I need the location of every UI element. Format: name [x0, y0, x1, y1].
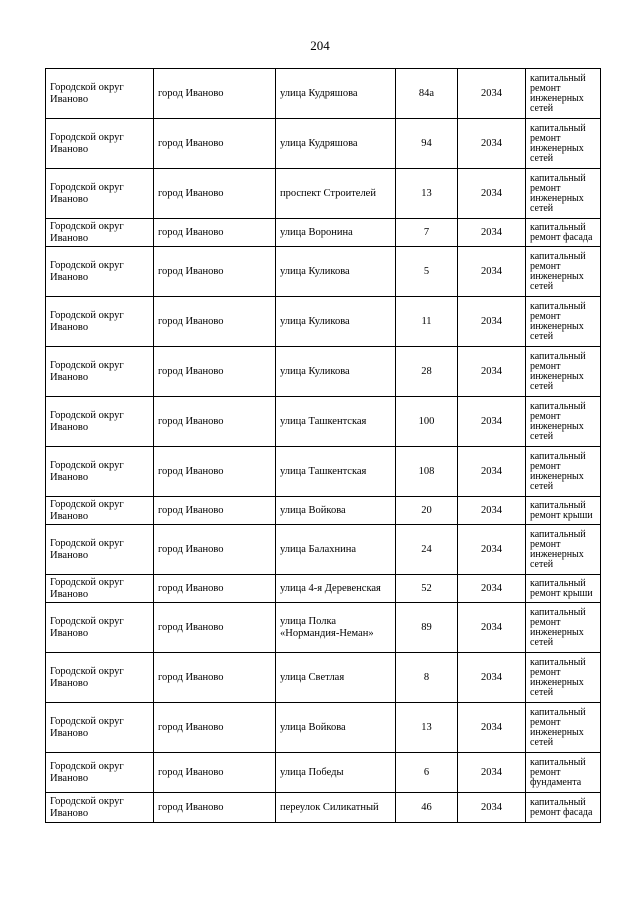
house-number-cell: 108 [396, 447, 458, 497]
planned-year-cell: 2034 [458, 169, 526, 219]
city-cell: город Иваново [154, 575, 276, 603]
district-cell: Городской округ Иваново [46, 703, 154, 753]
house-number-cell: 52 [396, 575, 458, 603]
work-type-cell: капитальный ремонт крыши [526, 575, 601, 603]
district-cell: Городской округ Иваново [46, 397, 154, 447]
work-type-cell: капитальный ремонт инженерных сетей [526, 447, 601, 497]
table-row [46, 525, 601, 575]
street-cell: улица Полка «Нормандия-Неман» [276, 603, 396, 653]
city-cell: город Иваново [154, 219, 276, 247]
planned-year-cell: 2034 [458, 247, 526, 297]
house-number-cell: 100 [396, 397, 458, 447]
table-row [46, 497, 601, 525]
planned-year-cell: 2034 [458, 525, 526, 575]
city-cell: город Иваново [154, 247, 276, 297]
district-cell: Городской округ Иваново [46, 575, 154, 603]
table-body [46, 69, 601, 823]
street-cell: улица Воронина [276, 219, 396, 247]
work-type-cell: капитальный ремонт инженерных сетей [526, 119, 601, 169]
district-cell: Городской округ Иваново [46, 297, 154, 347]
planned-year-cell: 2034 [458, 575, 526, 603]
work-type-cell: капитальный ремонт инженерных сетей [526, 69, 601, 119]
district-cell: Городской округ Иваново [46, 247, 154, 297]
house-number-cell: 89 [396, 603, 458, 653]
house-number-cell: 24 [396, 525, 458, 575]
city-cell: город Иваново [154, 347, 276, 397]
work-type-cell: капитальный ремонт инженерных сетей [526, 525, 601, 575]
district-cell: Городской округ Иваново [46, 219, 154, 247]
district-cell: Городской округ Иваново [46, 653, 154, 703]
house-number-cell: 46 [396, 793, 458, 823]
table-row [46, 575, 601, 603]
street-cell: улица Ташкентская [276, 397, 396, 447]
house-number-cell: 28 [396, 347, 458, 397]
street-cell: проспект Строителей [276, 169, 396, 219]
work-type-cell: капитальный ремонт инженерных сетей [526, 603, 601, 653]
district-cell: Городской округ Иваново [46, 793, 154, 823]
city-cell: город Иваново [154, 497, 276, 525]
planned-year-cell: 2034 [458, 793, 526, 823]
table-row [46, 653, 601, 703]
district-cell: Городской округ Иваново [46, 169, 154, 219]
work-type-cell: капитальный ремонт крыши [526, 497, 601, 525]
street-cell: улица Кудряшова [276, 69, 396, 119]
city-cell: город Иваново [154, 297, 276, 347]
city-cell: город Иваново [154, 653, 276, 703]
street-cell: улица Куликова [276, 247, 396, 297]
house-number-cell: 5 [396, 247, 458, 297]
page-number: 204 [310, 38, 330, 53]
table-row [46, 219, 601, 247]
table-row [46, 753, 601, 793]
table-row [46, 119, 601, 169]
planned-year-cell: 2034 [458, 753, 526, 793]
house-number-cell: 94 [396, 119, 458, 169]
street-cell: улица 4-я Деревенская [276, 575, 396, 603]
planned-year-cell: 2034 [458, 653, 526, 703]
work-type-cell: капитальный ремонт фундамента [526, 753, 601, 793]
city-cell: город Иваново [154, 793, 276, 823]
city-cell: город Иваново [154, 703, 276, 753]
planned-year-cell: 2034 [458, 219, 526, 247]
street-cell: улица Ташкентская [276, 447, 396, 497]
district-cell: Городской округ Иваново [46, 753, 154, 793]
table-row [46, 793, 601, 823]
city-cell: город Иваново [154, 525, 276, 575]
table-row [46, 603, 601, 653]
table-row [46, 247, 601, 297]
house-number-cell: 13 [396, 703, 458, 753]
housing-repair-table [45, 68, 601, 823]
work-type-cell: капитальный ремонт инженерных сетей [526, 247, 601, 297]
planned-year-cell: 2034 [458, 347, 526, 397]
planned-year-cell: 2034 [458, 119, 526, 169]
planned-year-cell: 2034 [458, 703, 526, 753]
city-cell: город Иваново [154, 169, 276, 219]
house-number-cell: 8 [396, 653, 458, 703]
table-row [46, 169, 601, 219]
street-cell: улица Войкова [276, 703, 396, 753]
district-cell: Городской округ Иваново [46, 447, 154, 497]
street-cell: улица Победы [276, 753, 396, 793]
house-number-cell: 7 [396, 219, 458, 247]
street-cell: улица Балахнина [276, 525, 396, 575]
house-number-cell: 6 [396, 753, 458, 793]
house-number-cell: 84а [396, 69, 458, 119]
city-cell: город Иваново [154, 119, 276, 169]
table-row [46, 297, 601, 347]
work-type-cell: капитальный ремонт фасада [526, 793, 601, 823]
planned-year-cell: 2034 [458, 447, 526, 497]
city-cell: город Иваново [154, 447, 276, 497]
work-type-cell: капитальный ремонт инженерных сетей [526, 347, 601, 397]
planned-year-cell: 2034 [458, 497, 526, 525]
table-row [46, 347, 601, 397]
work-type-cell: капитальный ремонт инженерных сетей [526, 703, 601, 753]
planned-year-cell: 2034 [458, 603, 526, 653]
street-cell: переулок Силикатный [276, 793, 396, 823]
work-type-cell: капитальный ремонт инженерных сетей [526, 297, 601, 347]
city-cell: город Иваново [154, 753, 276, 793]
district-cell: Городской округ Иваново [46, 525, 154, 575]
table-row [46, 703, 601, 753]
table-row [46, 69, 601, 119]
house-number-cell: 13 [396, 169, 458, 219]
district-cell: Городской округ Иваново [46, 497, 154, 525]
planned-year-cell: 2034 [458, 69, 526, 119]
work-type-cell: капитальный ремонт инженерных сетей [526, 653, 601, 703]
street-cell: улица Светлая [276, 653, 396, 703]
district-cell: Городской округ Иваново [46, 603, 154, 653]
city-cell: город Иваново [154, 69, 276, 119]
table-row [46, 397, 601, 447]
table-row [46, 447, 601, 497]
street-cell: улица Куликова [276, 347, 396, 397]
street-cell: улица Кудряшова [276, 119, 396, 169]
house-number-cell: 20 [396, 497, 458, 525]
district-cell: Городской округ Иваново [46, 69, 154, 119]
house-number-cell: 11 [396, 297, 458, 347]
city-cell: город Иваново [154, 397, 276, 447]
work-type-cell: капитальный ремонт инженерных сетей [526, 169, 601, 219]
city-cell: город Иваново [154, 603, 276, 653]
street-cell: улица Войкова [276, 497, 396, 525]
planned-year-cell: 2034 [458, 397, 526, 447]
district-cell: Городской округ Иваново [46, 347, 154, 397]
planned-year-cell: 2034 [458, 297, 526, 347]
work-type-cell: капитальный ремонт фасада [526, 219, 601, 247]
district-cell: Городской округ Иваново [46, 119, 154, 169]
street-cell: улица Куликова [276, 297, 396, 347]
work-type-cell: капитальный ремонт инженерных сетей [526, 397, 601, 447]
